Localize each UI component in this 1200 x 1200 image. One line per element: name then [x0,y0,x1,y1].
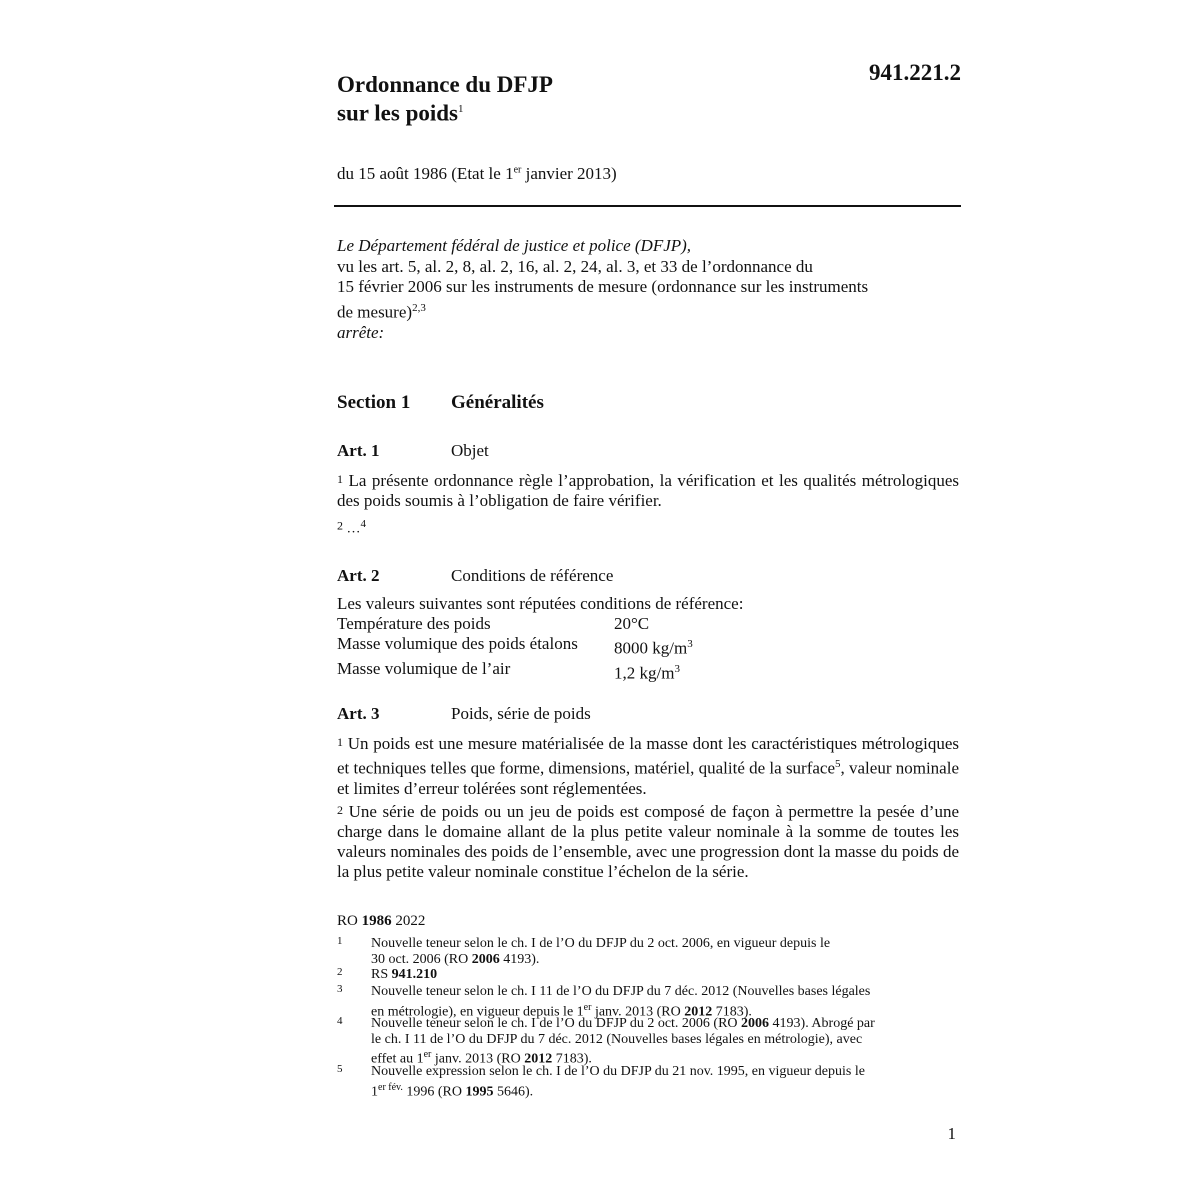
title-divider [334,205,961,207]
reference-conditions-table [337,614,693,683]
article-title: Objet [451,441,489,460]
footnote-ref[interactable]: 2,3 [412,301,426,314]
preamble-basis-line: de mesure)$^{2,3}$ [337,301,426,322]
paragraph: Les valeurs suivantes sont réputées conditions de référence: [337,594,744,613]
ro-reference: RO 1986 2022 [337,913,426,929]
row-label: Température des poids [337,614,491,633]
row-label: Masse volumique de l’air [337,658,511,678]
table-row [337,634,693,659]
row-value: 1,2 $kg/m^3$ [614,662,680,683]
preamble [337,236,937,343]
title-line-2: sur les poids$^1$ [337,100,464,126]
article-heading [337,566,613,586]
section-number: Section 1 [337,392,411,413]
row-value: 20°C [614,614,650,633]
article-number: Art. 2 [337,566,380,585]
footnote-ref[interactable]: 5 [835,758,841,770]
title-line-1: Ordonnance du DFJP [337,72,553,97]
article-number: Art. 1 [337,441,380,460]
row-label: Masse volumique des poids étalons [337,634,578,653]
document-date: du 15 août 1986 (Etat le 1er janvier 2013) [337,164,617,183]
article-title: Poids, série de poids [451,704,591,723]
section-title: Généralités [451,392,544,413]
page-number: 1 [947,1124,956,1143]
article-heading [337,704,591,724]
footnote-ref[interactable]: 4 [360,518,366,530]
article-title: Conditions de référence [451,566,614,585]
footnote-ref[interactable]: 1 [458,103,464,115]
article-heading [337,441,489,461]
paragraph: 1 Un poids est une mesure matérialisée de la masse dont les caractéristiques métrologiques et techniques telles que forme, dimensions, matériel, qualité de la surface$^5$, valeur nominale et limites d’erreur tolérées sont réglementées. [337,734,960,798]
document-title [337,72,553,126]
preamble-basis-line: 15 février 2006 sur les instruments de mesure (ordonnance sur les instruments [337,277,869,296]
sr-number: 941.221.2 [869,60,961,85]
article-number: Art. 3 [337,704,380,723]
paragraph: 2 …$^4$ [337,518,366,537]
paragraph: 2 Une série de poids ou un jeu de poids est composé de façon à permettre la pesée d’une charge dans le domaine allant de la plus petite valeur nominale à la somme de toutes les valeurs nominales des poids de l’ensemble, avec une progression dont la masse du poids de la plus petite valeur nominale constitue l’échelon de la série. [337,802,960,881]
row-value: 8000 $kg/m^3$ [614,638,693,658]
paragraph: 1 La présente ordonnance règle l’approbation, la vérification et les qualités métrologiques des poids soumis à l’obligation de faire vérifier. [337,471,959,510]
preamble-decree: arrête: [337,322,385,342]
table-row [337,659,693,684]
preamble-authority: Le Département fédéral de justice et police (DFJP), [337,236,692,255]
document-page: 941.221.2 Ordonnance du DFJP sur les poids$^1$ du 15 août 1986 (Etat le 1er janvier 2013) Le Département fédéral de justice et police (DFJP), vu les art. 5, al. 2, 8, al. 2, 16, al. 2, 24, al. 3, et 33 de l’ordonnance du 15 février 2006 sur les instruments de mesure (ordonnance sur les instruments de mesure)$^{2,3}$ arrête: Section 1 Généralités Art. 1 Objet 1 La présente ordonnance règle l’approbation, la vérification et les qualités métrologiques des poids soumis à l’obligation de faire vérifier. 2 …$^4$ Art. 2 Conditions de référence Les valeurs suivantes sont réputées conditions de référence: Température des poids 20°C Masse volumique des poids étalons 8000 $kg/m^3$ Masse volumique de l’air 1,2 $kg/m^3$ Art. 3 Poids, série de poids 1 Un poids est une mesure matérialisée de la masse dont les caractéristiques métrologiques et techniques telles que forme, dimensions, matériel, qualité de la surface$^5$, valeur nominale et limites d’erreur tolérées sont réglementées. 2 Une série de poids ou un jeu de poids est composé de façon à permettre la pesée d’une charge dans le domaine allant de la plus petite valeur nominale à la somme de toutes les valeurs nominales des poids de l’ensemble, avec une progression dont la masse du poids de la plus petite valeur nominale constitue l’échelon de la série. RO 1986 2022 1 Nouvelle teneur selon le ch. I de l’O du DFJP du 2 oct. 2006, en vigueur depuis le 30 oct. 2006 (RO 2006 4193). 2 RS 941.210 3 Nouvelle teneur selon le ch. I 11 de l’O du DFJP du 7 déc. 2012 (Nouvelles bases légales en métrologie), en vigueur depuis le 1er janv. 2013 (RO 2012 7183). 4 Nouvelle teneur selon le ch. I de l’O du DFJP du 2 oct. 2006 (RO 2006 4193). Abrogé par le ch. I 11 de l’O du DFJP du 7 déc. 2012 (Nouvelles bases légales en métrologie), avec effet au 1er janv. 2013 (RO 2012 7183). 5 Nouvelle expression selon le ch. I de l’O du DFJP du 21 nov. 1995, en vigueur depuis le $1^{er fév.}$ 1996 (RO 1995 5646). 1 [337,0,961,1200]
table-row [337,614,693,634]
section-heading [337,392,544,414]
preamble-basis-line: vu les art. 5, al. 2, 8, al. 2, 16, al. 2, 24, al. 3, et 33 de l’ordonnance du [337,256,813,276]
